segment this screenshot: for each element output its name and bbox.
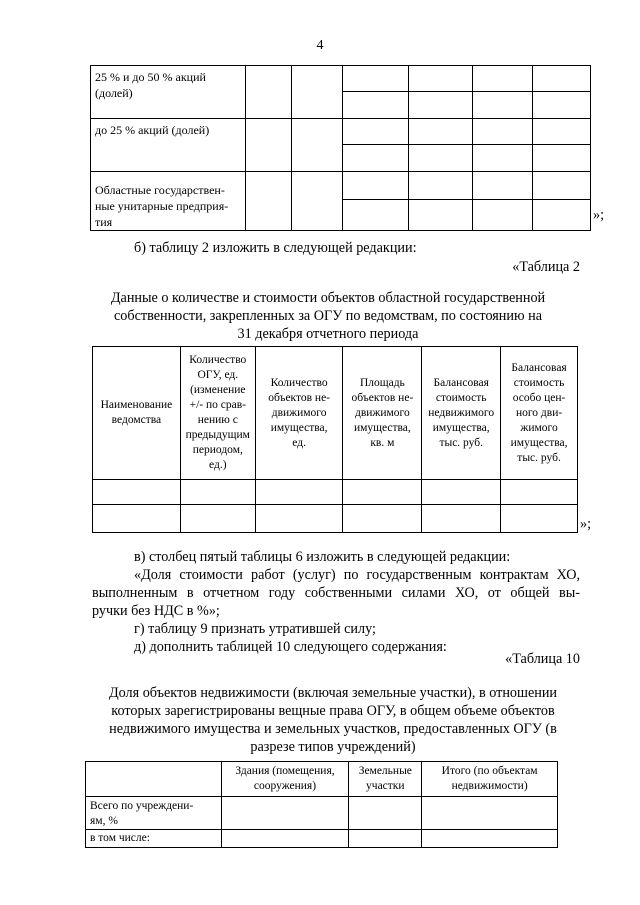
header-line: Наименование <box>100 399 173 411</box>
header-line: Земельные <box>358 765 412 777</box>
header-total <box>422 762 558 797</box>
row-label-under-25 <box>91 119 246 172</box>
table-row <box>86 797 558 830</box>
real-estate-share-table <box>85 761 558 848</box>
row-label-line: 25 % и до 50 % акций <box>95 70 206 84</box>
header-line: тыс. руб. <box>439 436 483 449</box>
header-line: предыдущим <box>185 429 250 441</box>
table10-title <box>88 684 578 756</box>
header-line: имущества, <box>270 421 328 434</box>
header-line: кв. м <box>370 436 395 449</box>
paragraph-v-quote <box>92 566 580 620</box>
quote-line: ручки без НДС в %»; <box>92 603 220 619</box>
header-line: недвижимого <box>428 406 495 419</box>
header-line: сооружения) <box>253 780 317 792</box>
quote-line: «Доля стоимости работ (услуг) по государственным контрактам ХО, <box>134 567 580 583</box>
header-line: Площадь <box>359 376 405 389</box>
row-label-line: Областные государствен- <box>95 183 225 197</box>
page-number: 4 <box>316 38 324 53</box>
header-line: стоимость <box>513 376 565 389</box>
header-line: Итого (по объектам <box>441 765 538 777</box>
header-land-plots <box>349 762 422 797</box>
header-line: нению с <box>197 414 238 426</box>
header-real-estate-count <box>255 347 343 480</box>
header-book-value-real-estate <box>422 347 501 480</box>
header-line: Здания (помещения, <box>235 765 335 777</box>
header-line: Балансовая <box>433 376 489 389</box>
header-line: Количество <box>189 354 247 366</box>
row-label-25-50 <box>91 66 246 119</box>
paragraph-b: б) таблицу 2 изложить в следующей редакции: <box>134 240 417 256</box>
header-line: ного дви- <box>515 406 563 419</box>
header-line: участки <box>366 780 405 792</box>
header-line: стоимость <box>435 391 487 404</box>
row-label-including <box>86 830 222 848</box>
row-label-line: тия <box>95 215 113 229</box>
header-line: ед. <box>292 436 306 449</box>
header-line: тыс. руб. <box>517 451 561 464</box>
row-label-line: в том числе: <box>90 832 150 844</box>
paragraph-v: в) столбец пятый таблицы 6 изложить в следующей редакции: <box>134 549 511 565</box>
table10-label: «Таблица 10 <box>505 651 580 667</box>
header-line: объектов не- <box>268 391 331 404</box>
table2-label: «Таблица 2 <box>512 259 580 275</box>
table2-title <box>88 289 568 343</box>
header-buildings <box>221 762 349 797</box>
header-empty <box>86 762 222 797</box>
header-line: Количество <box>270 376 328 389</box>
departments-table <box>92 346 578 533</box>
row-label-line: ям, % <box>90 815 118 827</box>
header-line: движимого <box>271 406 327 419</box>
row-label-total <box>86 797 222 830</box>
paragraph-d: д) дополнить таблицей 10 следующего содержания: <box>134 639 447 655</box>
header-line: имущества, <box>510 436 568 449</box>
title-line: собственности, закрепленных за ОГУ по ведомствам, по состоянию на <box>113 308 543 324</box>
header-line: периодом, <box>192 444 243 456</box>
header-department-name <box>93 347 181 480</box>
title-line: 31 декабря отчетного периода <box>237 326 419 342</box>
header-line: ед.) <box>209 459 227 471</box>
table-row <box>86 830 558 848</box>
header-line: ведомства <box>111 414 162 426</box>
table-row <box>93 505 578 533</box>
row-label-line: ные унитарные предприя- <box>95 199 229 213</box>
header-ogu-count <box>180 347 255 480</box>
header-line: ОГУ, ед. <box>197 369 239 381</box>
row-label-line: Всего по учреждени- <box>90 800 194 812</box>
header-book-value-movable <box>501 347 578 480</box>
table2-closing-quote: »; <box>580 516 592 532</box>
header-line: имущества, <box>432 421 490 434</box>
row-label-line: (долей) <box>95 86 133 100</box>
header-line: недвижимости) <box>451 780 528 792</box>
header-line: имущества, <box>353 421 411 434</box>
quote-line: выполненным в отчетном году собственными силами ХО, от общей вы- <box>92 585 580 601</box>
title-line: недвижимого имущества и земельных участков, предоставленных ОГУ (в <box>109 721 557 737</box>
header-line: объектов не- <box>351 391 414 404</box>
header-line: +/- по срав- <box>189 399 246 411</box>
table1-closing-quote: »; <box>593 207 605 223</box>
title-line: которых зарегистрированы вещные права ОГУ, в общем объеме объектов <box>111 703 555 719</box>
title-line: Доля объектов недвижимости (включая земельные участки), в отношении <box>108 685 558 701</box>
header-line: (изменение <box>190 384 246 396</box>
header-area <box>343 347 422 480</box>
header-line: особо цен- <box>512 391 566 404</box>
header-line: Балансовая <box>511 361 567 374</box>
header-line: жимого <box>520 421 558 434</box>
row-label-line: до 25 % акций (долей) <box>95 123 210 137</box>
paragraph-g: г) таблицу 9 признать утратившей силу; <box>134 621 376 637</box>
ownership-table <box>90 65 591 231</box>
row-label-unitary-enterprises <box>91 172 246 231</box>
table-row <box>93 480 578 505</box>
header-line: движимого <box>354 406 410 419</box>
title-line: Данные о количестве и стоимости объектов областной государственной <box>110 290 546 306</box>
title-line: разрезе типов учреждений) <box>250 739 416 755</box>
